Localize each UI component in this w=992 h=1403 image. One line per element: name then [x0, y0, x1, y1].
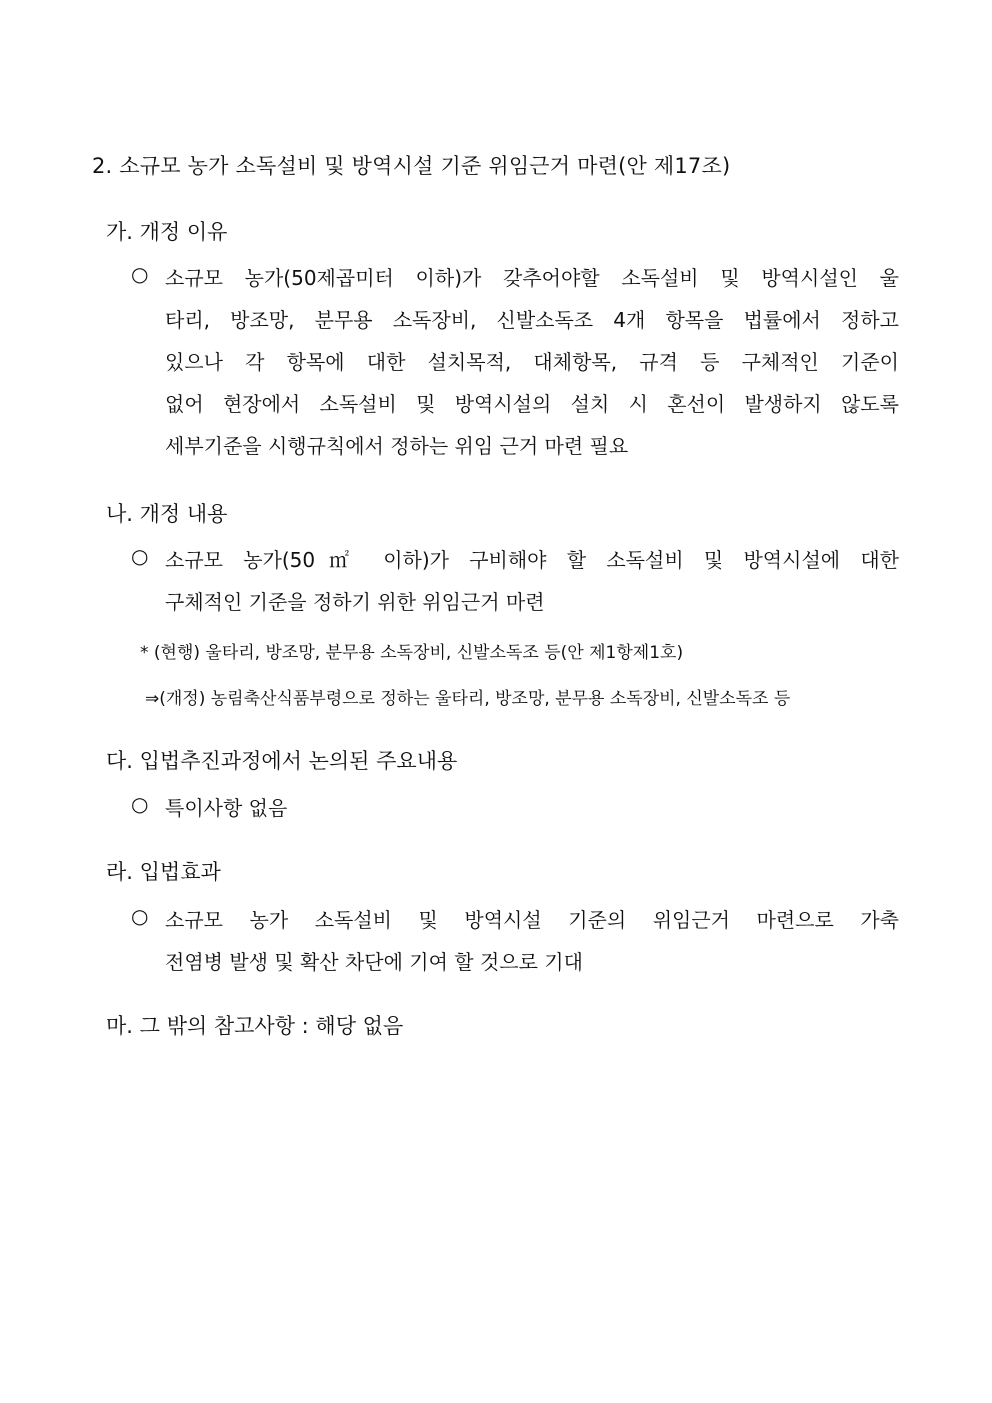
effect-line-1: ○ 소규모 농가 소독설비 및 방역시설 기준의 위임근거 마련으로 가축: [131, 904, 899, 932]
section-heading-reason: 가. 개정 이유: [106, 220, 228, 244]
reason-line-3: 있으나 각 항목에 대한 설치목적, 대체항목, 규격 등 구체적인 기준이: [165, 350, 899, 374]
reason-line-2: 타리, 방조망, 분무용 소독장비, 신발소독조 4개 항목을 법률에서 정하고: [165, 308, 899, 332]
discussion-bullet: [131, 792, 899, 828]
bullet-circle-icon: ○: [131, 904, 149, 928]
page-title: 2. 소규모 농가 소독설비 및 방역시설 기준 위임근거 마련(안 제17조): [92, 154, 731, 178]
note-revised: ⇒(개정) 농림축산식품부령으로 정하는 울타리, 방조망, 분무용 소독장비, 신발소독조 등: [145, 689, 791, 709]
discussion-line-1: ○ 특이사항 없음: [131, 792, 288, 820]
bullet-circle-icon: ○: [131, 262, 149, 286]
reason-line-5: 세부기준을 시행규칙에서 정하는 위임 근거 마련 필요: [165, 434, 629, 458]
section-heading-other: 마. 그 밖의 참고사항 : 해당 없음: [106, 1014, 404, 1038]
content-line-1: ○ 소규모 농가(50㎡ 이하)가 구비해야 할 소독설비 및 방역시설에 대한: [131, 544, 899, 572]
bullet-circle-icon: ○: [131, 544, 149, 568]
bullet-circle-icon: ○: [131, 792, 149, 816]
content-line-2: 구체적인 기준을 정하기 위한 위임근거 마련: [165, 590, 545, 614]
reason-line-4: 없어 현장에서 소독설비 및 방역시설의 설치 시 혼선이 발생하지 않도록: [165, 392, 899, 416]
note-current: * (현행) 울타리, 방조망, 분무용 소독장비, 신발소독조 등(안 제1항제1호): [140, 643, 684, 663]
reason-line-1: ○ 소규모 농가(50제곱미터 이하)가 갖추어야할 소독설비 및 방역시설인 울: [131, 262, 899, 290]
section-heading-content: 나. 개정 내용: [106, 502, 228, 526]
effect-line-2: 전염병 발생 및 확산 차단에 기여 할 것으로 기대: [165, 950, 583, 974]
section-heading-discussion: 다. 입법추진과정에서 논의된 주요내용: [106, 749, 458, 773]
section-heading-effect: 라. 입법효과: [106, 860, 221, 884]
content-bullet: [131, 544, 899, 622]
effect-bullet: [131, 904, 899, 982]
reason-bullet: [131, 262, 899, 466]
